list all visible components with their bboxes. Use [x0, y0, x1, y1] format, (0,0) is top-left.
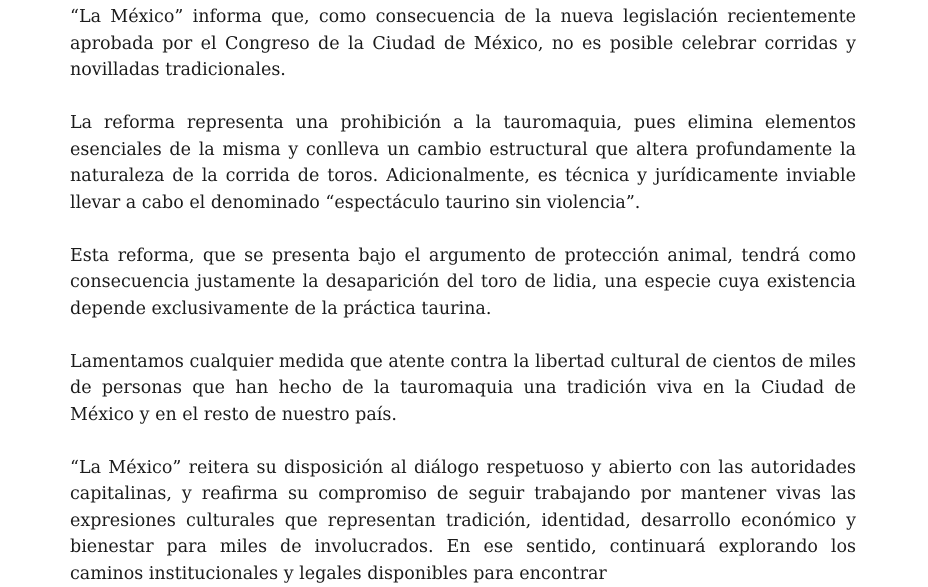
- paragraph-legislation-notice: “La México” informa que, como consecuencia de la nueva legislación recientemente aprobada por el Congreso de la Ciudad de México, no es posible celebrar corridas y novilladas tradicionales.: [70, 4, 856, 84]
- document-body: [70, 4, 856, 587]
- paragraph-reform-prohibition: La reforma representa una prohibición a la tauromaquia, pues elimina elementos esenciales de la misma y conlleva un cambio estructural que altera profundamente la naturaleza de la corrida de toros. Adicionalmente, es técnica y jurídicamente inviable llevar a cabo el denominado “espectáculo taurino sin violencia”.: [70, 110, 856, 216]
- paragraph-dialogue-commitment: “La México” reitera su disposición al diálogo respetuoso y abierto con las autoridades capitalinas, y reafirma su compromiso de seguir trabajando por mantener vivas las expresiones culturales que representan tradición, identidad, desarrollo económico y bienestar para miles de involucrados. En ese sentido, continuará explorando los caminos institucionales y legales disponibles para encontrar: [70, 455, 856, 587]
- paragraph-animal-protection: Esta reforma, que se presenta bajo el argumento de protección animal, tendrá como consecuencia justamente la desaparición del toro de lidia, una especie cuya existencia depende exclusivamente de la práctica taurina.: [70, 243, 856, 323]
- paragraph-cultural-freedom: Lamentamos cualquier medida que atente contra la libertad cultural de cientos de miles de personas que han hecho de la tauromaquia una tradición viva en la Ciudad de México y en el resto de nuestro país.: [70, 349, 856, 429]
